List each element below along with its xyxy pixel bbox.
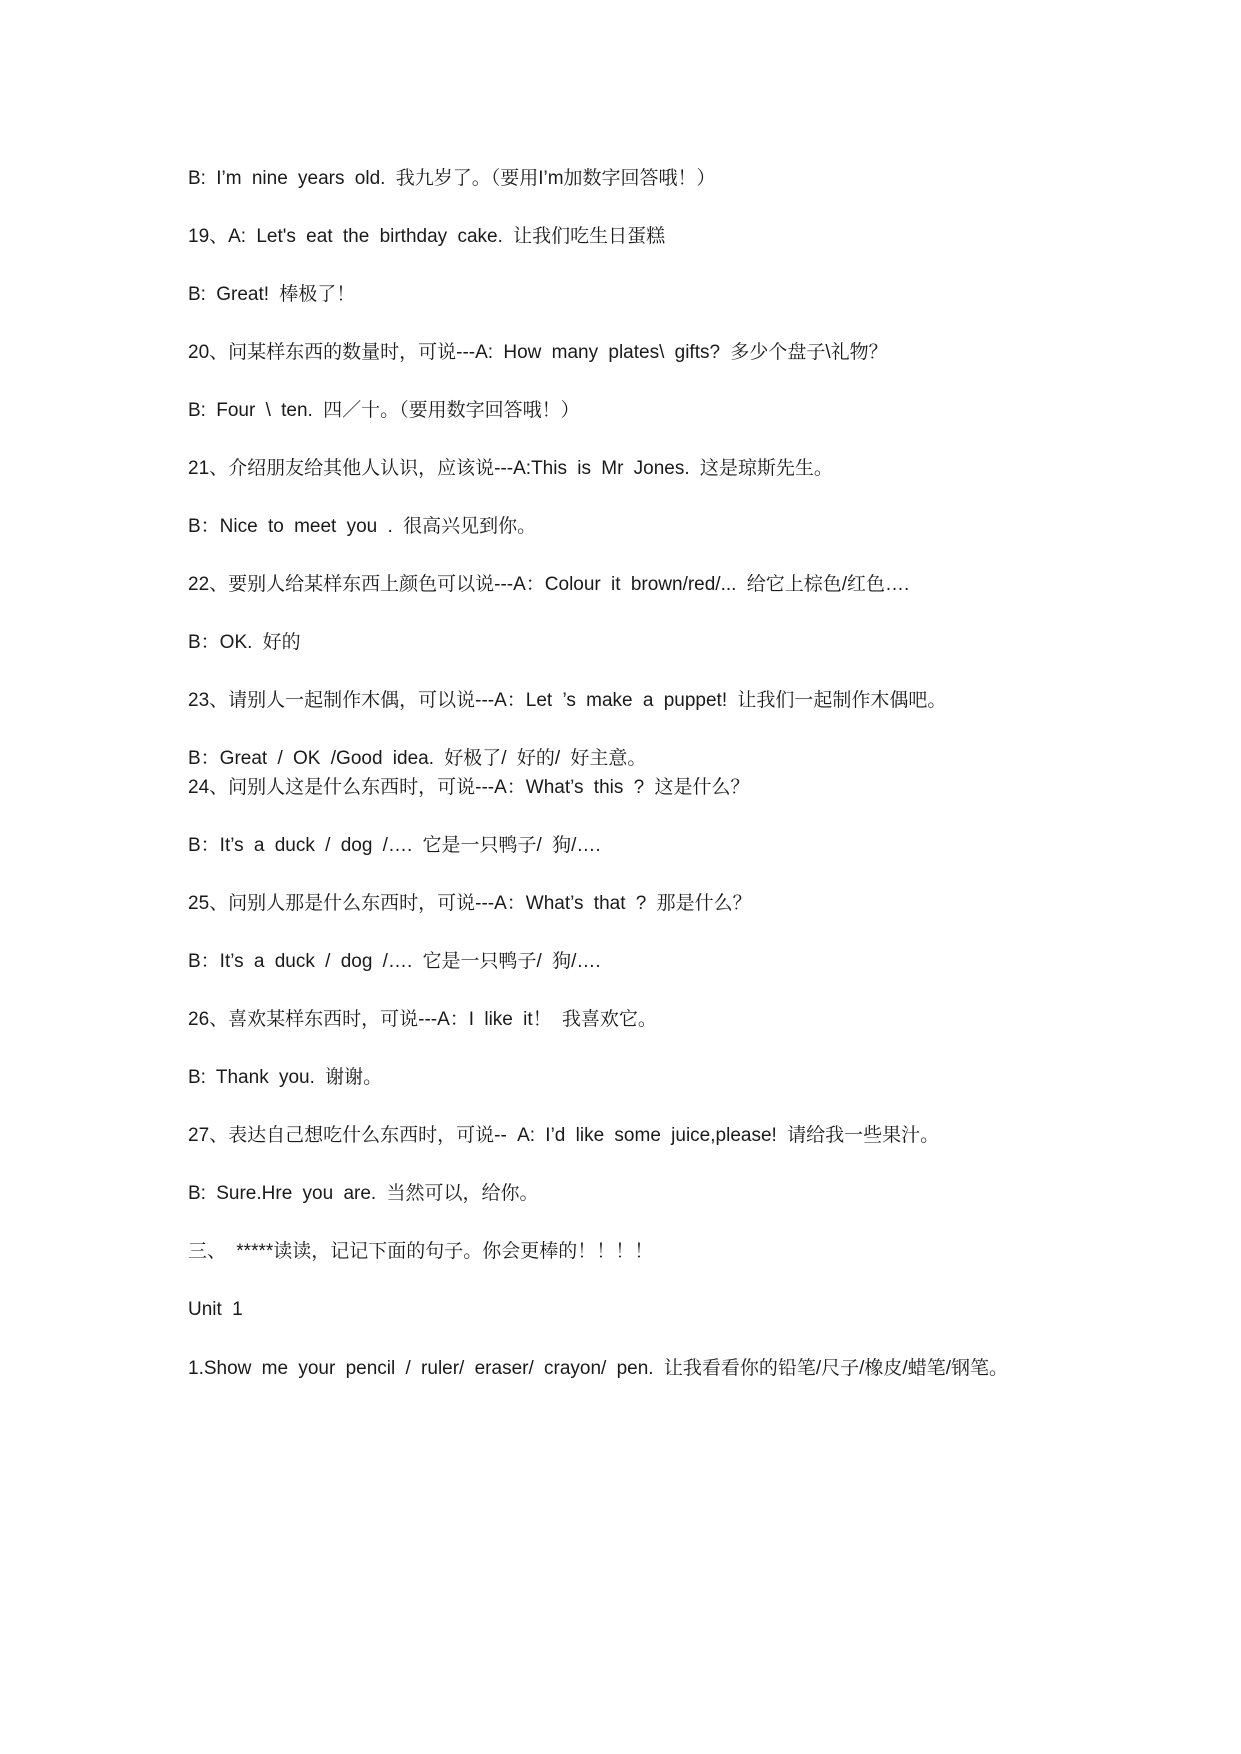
text-line-b-ok: B：OK. 好的: [188, 632, 301, 653]
text-line-b-its-a-duck-2: B：It’s a duck / dog /…. 它是一只鸭子/ 狗/….: [188, 951, 601, 972]
text-line-b-nine-years-old: B: I’m nine years old. 我九岁了。（要用I’m加数字回答哦！）: [188, 168, 716, 189]
text-line-26-i-like-it: 26、喜欢某样东西时，可说---A：I like it！ 我喜欢它。: [188, 1009, 657, 1030]
text-line-1-show-me: 1.Show me your pencil / ruler/ eraser/ crayon/ pen. 让我看看你的铅笔/尺子/橡皮/蜡笔/钢笔。: [188, 1358, 1008, 1379]
text-line-27-juice: 27、表达自己想吃什么东西时，可说-- A: I’d like some juice,please! 请给我一些果汁。: [188, 1125, 940, 1146]
text-line-b-good-idea: B：Great / OK /Good idea. 好极了/ 好的/ 好主意。: [188, 748, 647, 769]
section-heading-three: 三、 *****读读，记记下面的句子。你会更棒的！！！！: [188, 1241, 654, 1262]
text-line-22-colour-it: 22、要别人给某样东西上颜色可以说---A：Colour it brown/red/... 给它上棕色/红色….: [188, 574, 910, 595]
text-line-b-sure: B: Sure.Hre you are. 当然可以，给你。: [188, 1183, 539, 1204]
unit-heading: Unit 1: [188, 1299, 243, 1320]
text-line-b-its-a-duck-1: B：It’s a duck / dog /…. 它是一只鸭子/ 狗/….: [188, 835, 601, 856]
text-line-b-four-ten: B: Four \ ten. 四／十。（要用数字回答哦！）: [188, 400, 580, 421]
text-line-b-great: B: Great! 棒极了！: [188, 284, 356, 305]
text-line-b-thank-you: B: Thank you. 谢谢。: [188, 1067, 383, 1088]
text-line-24-whats-this: 24、问别人这是什么东西时，可说---A：What’s this ? 这是什么？: [188, 777, 750, 798]
text-line-20-how-many: 20、问某样东西的数量时，可说---A: How many plates\ gifts? 多少个盘子\礼物？: [188, 342, 888, 363]
text-line-21-mr-jones: 21、介绍朋友给其他人认识，应该说---A:This is Mr Jones. 这是琼斯先生。: [188, 458, 833, 479]
text-line-25-whats-that: 25、问别人那是什么东西时，可说---A：What’s that ? 那是什么？: [188, 893, 752, 914]
text-line-23-puppet: 23、请别人一起制作木偶，可以说---A：Let ’s make a puppet! 让我们一起制作木偶吧。: [188, 690, 947, 711]
text-line-b-nice-to-meet: B：Nice to meet you . 很高兴见到你。: [188, 516, 537, 537]
text-line-19-birthday-cake: 19、A: Let's eat the birthday cake. 让我们吃生日蛋糕: [188, 226, 666, 247]
